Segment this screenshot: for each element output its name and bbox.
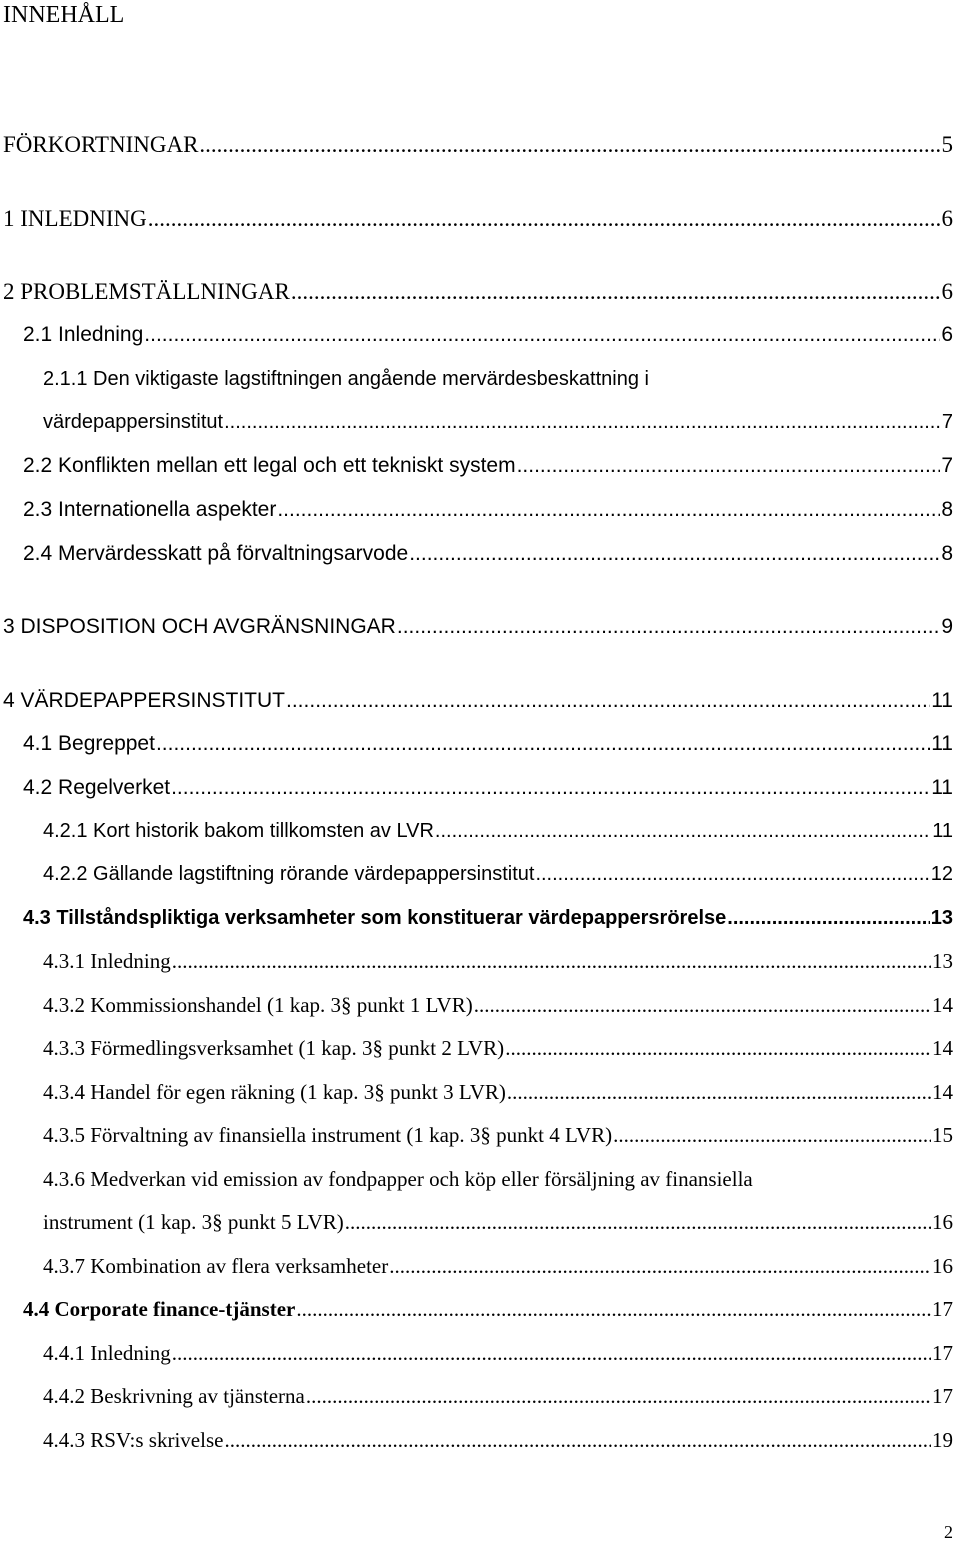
toc-entry-page: 13 — [930, 907, 953, 929]
toc-entry-page: 6 — [941, 323, 953, 346]
toc-leader — [286, 686, 930, 716]
toc-entry-4-3-2[interactable] — [43, 990, 953, 1020]
toc-leader — [507, 1077, 931, 1107]
toc-entry-title: 4.4.1 Inledning — [43, 1341, 171, 1365]
toc-entry-forkortningar[interactable] — [3, 130, 953, 160]
toc-leader — [435, 816, 931, 846]
toc-leader — [172, 1338, 931, 1368]
toc-entry-page: 14 — [932, 1080, 953, 1104]
toc-entry-inledning[interactable] — [3, 204, 953, 234]
toc-leader — [505, 1033, 931, 1063]
toc-entry-title: instrument (1 kap. 3§ punkt 5 LVR) — [43, 1210, 344, 1234]
toc-entry-page: 17 — [932, 1297, 953, 1321]
toc-entry-page: 11 — [931, 732, 953, 755]
toc-entry-title: 4.4 Corporate finance-tjänster — [23, 1297, 296, 1321]
toc-entry-4-2[interactable] — [23, 773, 953, 803]
toc-entry-4-3-6-line1: 4.3.6 Medverkan vid emission av fondpapper och köp eller försäljning av finansiella — [43, 1167, 753, 1191]
toc-leader — [224, 1425, 931, 1455]
toc-entry-page: 11 — [931, 689, 953, 712]
toc-entry-page: 11 — [932, 820, 953, 842]
toc-entry-title: 4.1 Begreppet — [23, 732, 155, 755]
toc-entry-4-2-2[interactable] — [43, 859, 953, 889]
toc-entry-title: 2.1 Inledning — [23, 323, 144, 346]
toc-leader — [156, 729, 930, 759]
toc-entry-4-3-1[interactable] — [43, 946, 953, 976]
toc-leader — [277, 495, 940, 525]
toc-leader — [613, 1120, 931, 1150]
toc-entry-4-2-1[interactable] — [43, 816, 953, 846]
toc-entry-2-4[interactable] — [23, 539, 953, 569]
toc-entry-title: 4.3.5 Förvaltning av finansiella instrument (1 kap. 3§ punkt 4 LVR) — [43, 1123, 613, 1147]
toc-entry-4-4[interactable] — [23, 1294, 953, 1324]
toc-entry-4-3-7[interactable] — [43, 1251, 953, 1281]
toc-entry-page: 16 — [932, 1210, 953, 1234]
toc-entry-page: 9 — [941, 615, 953, 638]
toc-leader — [474, 990, 931, 1020]
toc-entry-page: 17 — [932, 1341, 953, 1365]
toc-leader — [409, 539, 940, 569]
toc-entry-title: värdepappersinstitut — [43, 411, 224, 433]
toc-entry-title: 4.2.2 Gällande lagstiftning rörande värdepappersinstitut — [43, 863, 535, 885]
toc-leader — [727, 903, 929, 933]
toc-leader — [345, 1207, 931, 1237]
toc-entry-page: 16 — [932, 1254, 953, 1278]
toc-leader — [397, 612, 940, 642]
toc-entry-title: 4.3 Tillståndspliktiga verksamheter som konstituerar värdepappersrörelse — [23, 907, 727, 929]
toc-entry-title: 4.2 Regelverket — [23, 776, 171, 799]
toc-leader — [306, 1381, 931, 1411]
toc-entry-title: 4.3.7 Kombination av flera verksamheter — [43, 1254, 389, 1278]
toc-leader — [389, 1251, 931, 1281]
toc-leader — [517, 451, 941, 481]
toc-entry-page: 13 — [932, 949, 953, 973]
toc-entry-title: 1 INLEDNING — [3, 206, 147, 231]
toc-leader — [172, 946, 931, 976]
toc-entry-4-3-6[interactable] — [43, 1207, 953, 1237]
toc-entry-page: 17 — [932, 1384, 953, 1408]
toc-entry-4-3-3[interactable] — [43, 1033, 953, 1063]
toc-entry-page: 7 — [941, 411, 953, 433]
toc-entry-title: 2.3 Internationella aspekter — [23, 498, 277, 521]
toc-entry-2-2[interactable] — [23, 451, 953, 481]
page-number: 2 — [944, 1522, 953, 1542]
toc-entry-2-1[interactable] — [23, 320, 953, 350]
toc-entry-4-4-1[interactable] — [43, 1338, 953, 1368]
toc-entry-4-3-5[interactable] — [43, 1120, 953, 1150]
toc-entry-title: FÖRKORTNINGAR — [3, 132, 199, 157]
toc-entry-page: 8 — [941, 498, 953, 521]
toc-leader — [535, 859, 929, 889]
toc-leader — [144, 320, 940, 350]
toc-entry-vardepappersinstitut[interactable] — [3, 686, 953, 716]
toc-entry-title: 4.3.3 Förmedlingsverksamhet (1 kap. 3§ punkt 2 LVR) — [43, 1036, 505, 1060]
toc-entry-title: 2.4 Mervärdesskatt på förvaltningsarvode — [23, 542, 409, 565]
toc-entry-2-1-1[interactable] — [43, 407, 953, 437]
toc-entry-title: 3 DISPOSITION OCH AVGRÄNSNINGAR — [3, 615, 396, 638]
toc-entry-title: 4.3.4 Handel för egen räkning (1 kap. 3§ punkt 3 LVR) — [43, 1080, 506, 1104]
toc-entry-page: 7 — [941, 454, 953, 477]
toc-entry-page: 14 — [932, 1036, 953, 1060]
toc-entry-page: 6 — [941, 206, 953, 231]
toc-entry-title: 4 VÄRDEPAPPERSINSTITUT — [3, 689, 286, 712]
toc-entry-4-3-4[interactable] — [43, 1077, 953, 1107]
toc-entry-page: 8 — [941, 542, 953, 565]
toc-entry-disposition[interactable] — [3, 612, 953, 642]
toc-leader — [224, 407, 941, 437]
toc-leader — [199, 130, 940, 160]
toc-entry-title: 2 PROBLEMSTÄLLNINGAR — [3, 279, 290, 304]
toc-entry-title: 4.3.2 Kommissionshandel (1 kap. 3§ punkt 1 LVR) — [43, 993, 473, 1017]
toc-entry-page: 19 — [932, 1428, 953, 1452]
toc-entry-title: 4.4.3 RSV:s skrivelse — [43, 1428, 224, 1452]
toc-entry-page: 6 — [941, 279, 953, 304]
toc-leader — [171, 773, 930, 803]
toc-entry-title: 4.4.2 Beskrivning av tjänsterna — [43, 1384, 305, 1408]
toc-leader — [291, 277, 941, 307]
toc-entry-page: 15 — [932, 1123, 953, 1147]
toc-entry-title: 2.2 Konflikten mellan ett legal och ett tekniskt system — [23, 454, 516, 477]
toc-entry-2-1-1-line1: 2.1.1 Den viktigaste lagstiftningen angående mervärdesbeskattning i — [43, 368, 649, 390]
toc-entry-page: 12 — [930, 863, 953, 885]
toc-entry-4-4-3[interactable] — [43, 1425, 953, 1455]
toc-leader — [296, 1294, 931, 1324]
toc-entry-title: 4.3.1 Inledning — [43, 949, 171, 973]
toc-entry-problemstallningar[interactable] — [3, 277, 953, 307]
toc-entry-title: 4.2.1 Kort historik bakom tillkomsten av LVR — [43, 820, 434, 842]
toc-entry-4-4-2[interactable] — [43, 1381, 953, 1411]
page-title: INNEHÅLL — [3, 2, 125, 28]
toc-entry-page: 5 — [941, 132, 953, 157]
toc-leader — [148, 204, 941, 234]
toc-entry-4-1[interactable] — [23, 729, 953, 759]
toc-entry-2-3[interactable] — [23, 495, 953, 525]
toc-entry-page: 11 — [931, 776, 953, 799]
toc-entry-page: 14 — [932, 993, 953, 1017]
toc-entry-4-3[interactable] — [23, 903, 953, 933]
